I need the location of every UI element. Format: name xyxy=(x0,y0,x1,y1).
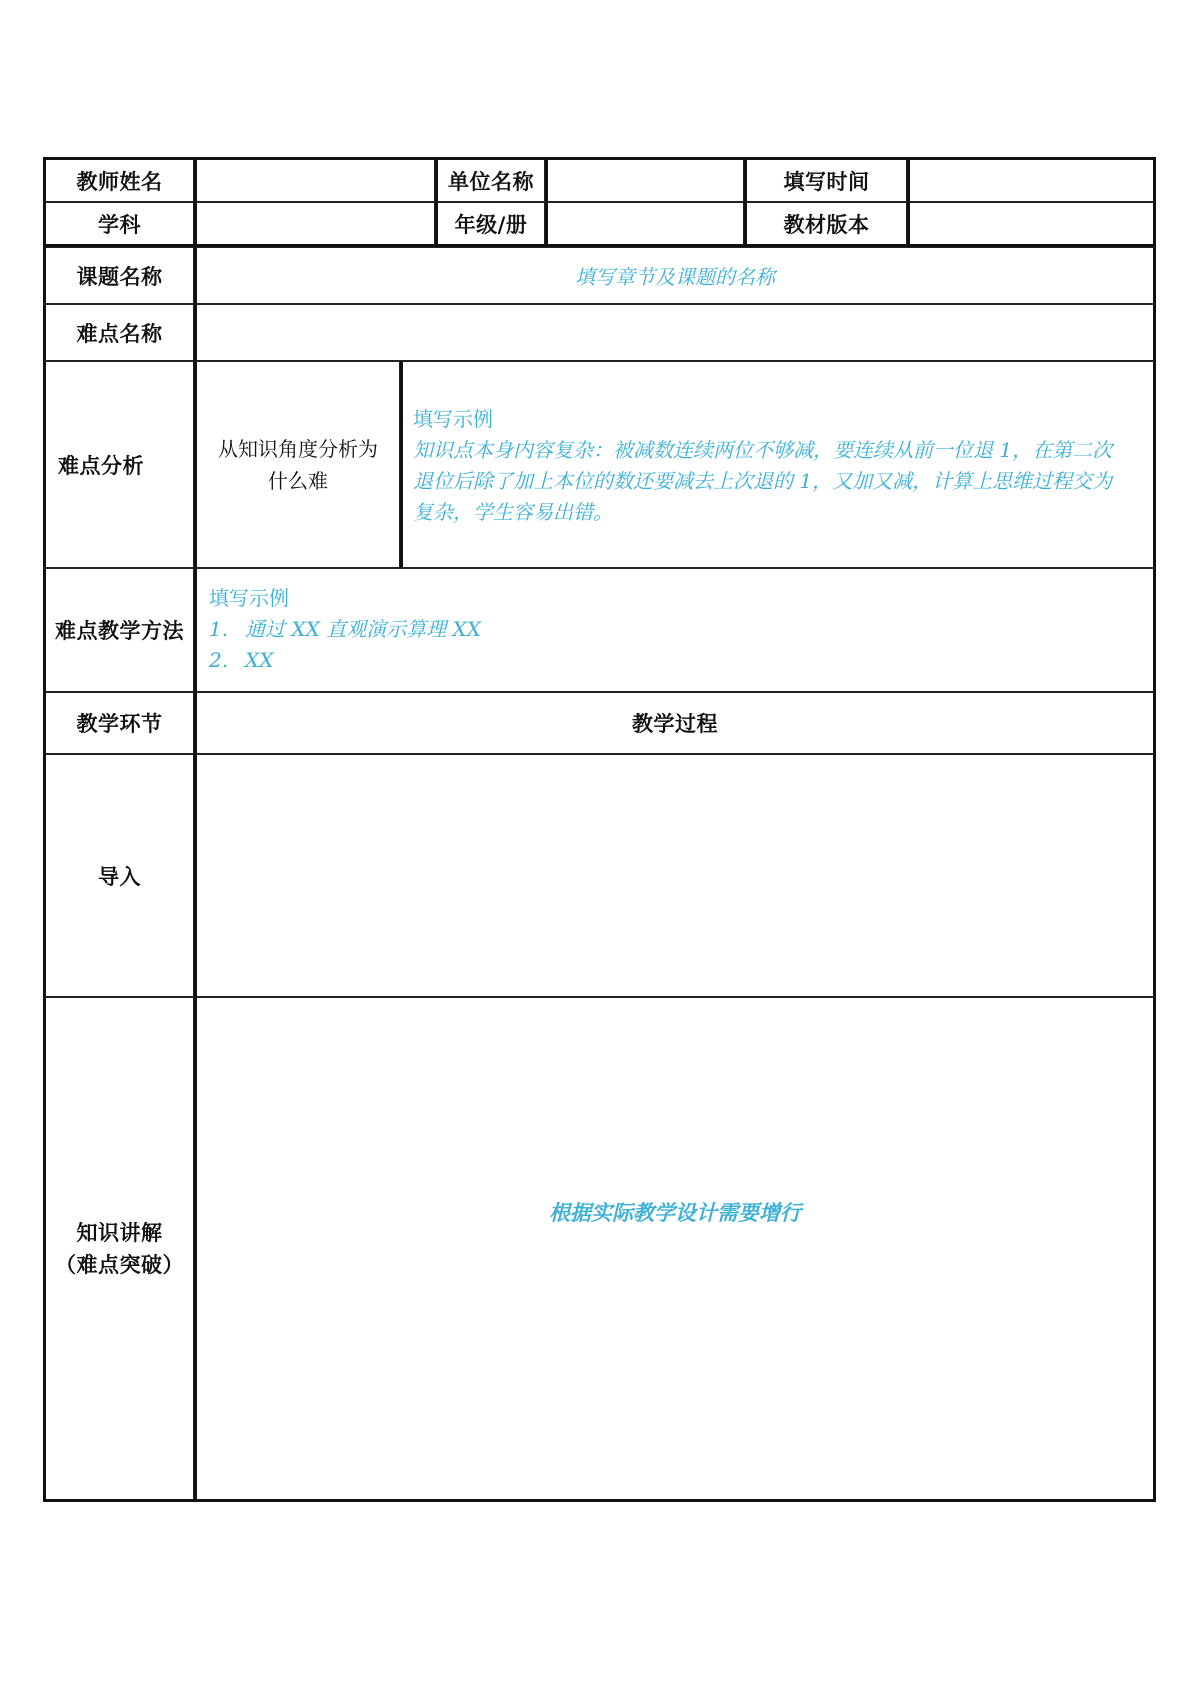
method-label-text: 难点教学方法 xyxy=(55,619,184,643)
lesson-plan-form xyxy=(43,157,1156,1502)
textbook-field[interactable] xyxy=(907,202,1156,247)
intro-field[interactable] xyxy=(194,754,1156,997)
process-header xyxy=(194,692,1156,754)
analysis-example-line3: 复杂，学生容易出错。 xyxy=(413,500,613,524)
knowledge-hint: 根据实际教学设计需要增行 xyxy=(549,1200,801,1225)
method-label xyxy=(43,568,194,692)
subject-field[interactable] xyxy=(194,202,435,247)
analysis-example-line1: 知识点本身内容复杂：被减数连续两位不够减，要连续从前一位退 1，在第二次 xyxy=(413,438,1113,462)
analysis-label xyxy=(43,361,194,568)
fill-time-field[interactable] xyxy=(907,157,1156,202)
method-item-1-text: 通过 XX 直观演示算理 XX xyxy=(245,617,482,641)
unit-name-label-text: 单位名称 xyxy=(448,169,534,194)
process-header-text: 教学过程 xyxy=(632,712,718,736)
teacher-name-label-text: 教师姓名 xyxy=(76,169,163,194)
subject-label-text: 学科 xyxy=(98,212,141,237)
intro-label-text: 导入 xyxy=(98,864,141,889)
subject-label xyxy=(43,202,194,247)
analysis-example-field[interactable] xyxy=(400,361,1156,568)
unit-name-label xyxy=(435,157,545,202)
stage-header-text: 教学环节 xyxy=(76,712,163,736)
analysis-example-title: 填写示例 xyxy=(413,407,493,431)
method-item-1-num: 1. xyxy=(209,617,229,641)
method-item-2 xyxy=(209,645,273,676)
fill-time-label-text: 填写时间 xyxy=(783,169,870,194)
difficulty-field[interactable] xyxy=(194,304,1156,361)
difficulty-label xyxy=(43,304,194,361)
analysis-example-line2: 退位后除了加上本位的数还要减去上次退的 1，又加又减，计算上思维过程交为 xyxy=(413,469,1113,493)
fill-time-label xyxy=(744,157,907,202)
analysis-angle-line1: 从知识角度分析为 xyxy=(218,436,378,461)
grade-label-text: 年级/册 xyxy=(454,212,528,237)
grade-label xyxy=(435,202,545,247)
teacher-name-label xyxy=(43,157,194,202)
method-field[interactable] xyxy=(194,568,1156,692)
knowledge-label-line2: （难点突破） xyxy=(55,1252,184,1277)
textbook-label xyxy=(744,202,907,247)
textbook-label-text: 教材版本 xyxy=(783,212,870,237)
topic-label-text: 课题名称 xyxy=(76,264,163,289)
stage-header xyxy=(43,692,194,754)
method-item-2-text: XX xyxy=(245,648,274,672)
topic-placeholder: 填写章节及课题的名称 xyxy=(575,265,775,289)
grade-field[interactable] xyxy=(545,202,744,247)
analysis-angle-cell xyxy=(194,361,400,568)
topic-label xyxy=(43,247,194,304)
unit-name-field[interactable] xyxy=(545,157,744,202)
analysis-angle-line2: 什么难 xyxy=(268,468,328,493)
knowledge-label-line1: 知识讲解 xyxy=(76,1220,163,1245)
intro-label xyxy=(43,754,194,997)
knowledge-label xyxy=(43,997,194,1502)
analysis-label-text: 难点分析 xyxy=(58,453,144,478)
knowledge-field[interactable] xyxy=(194,997,1156,1502)
difficulty-label-text: 难点名称 xyxy=(76,321,163,346)
method-item-1 xyxy=(209,614,481,645)
method-item-2-num: 2. xyxy=(209,648,229,672)
method-example-title: 填写示例 xyxy=(209,586,289,610)
teacher-name-field[interactable] xyxy=(194,157,435,202)
topic-field[interactable] xyxy=(194,247,1156,304)
